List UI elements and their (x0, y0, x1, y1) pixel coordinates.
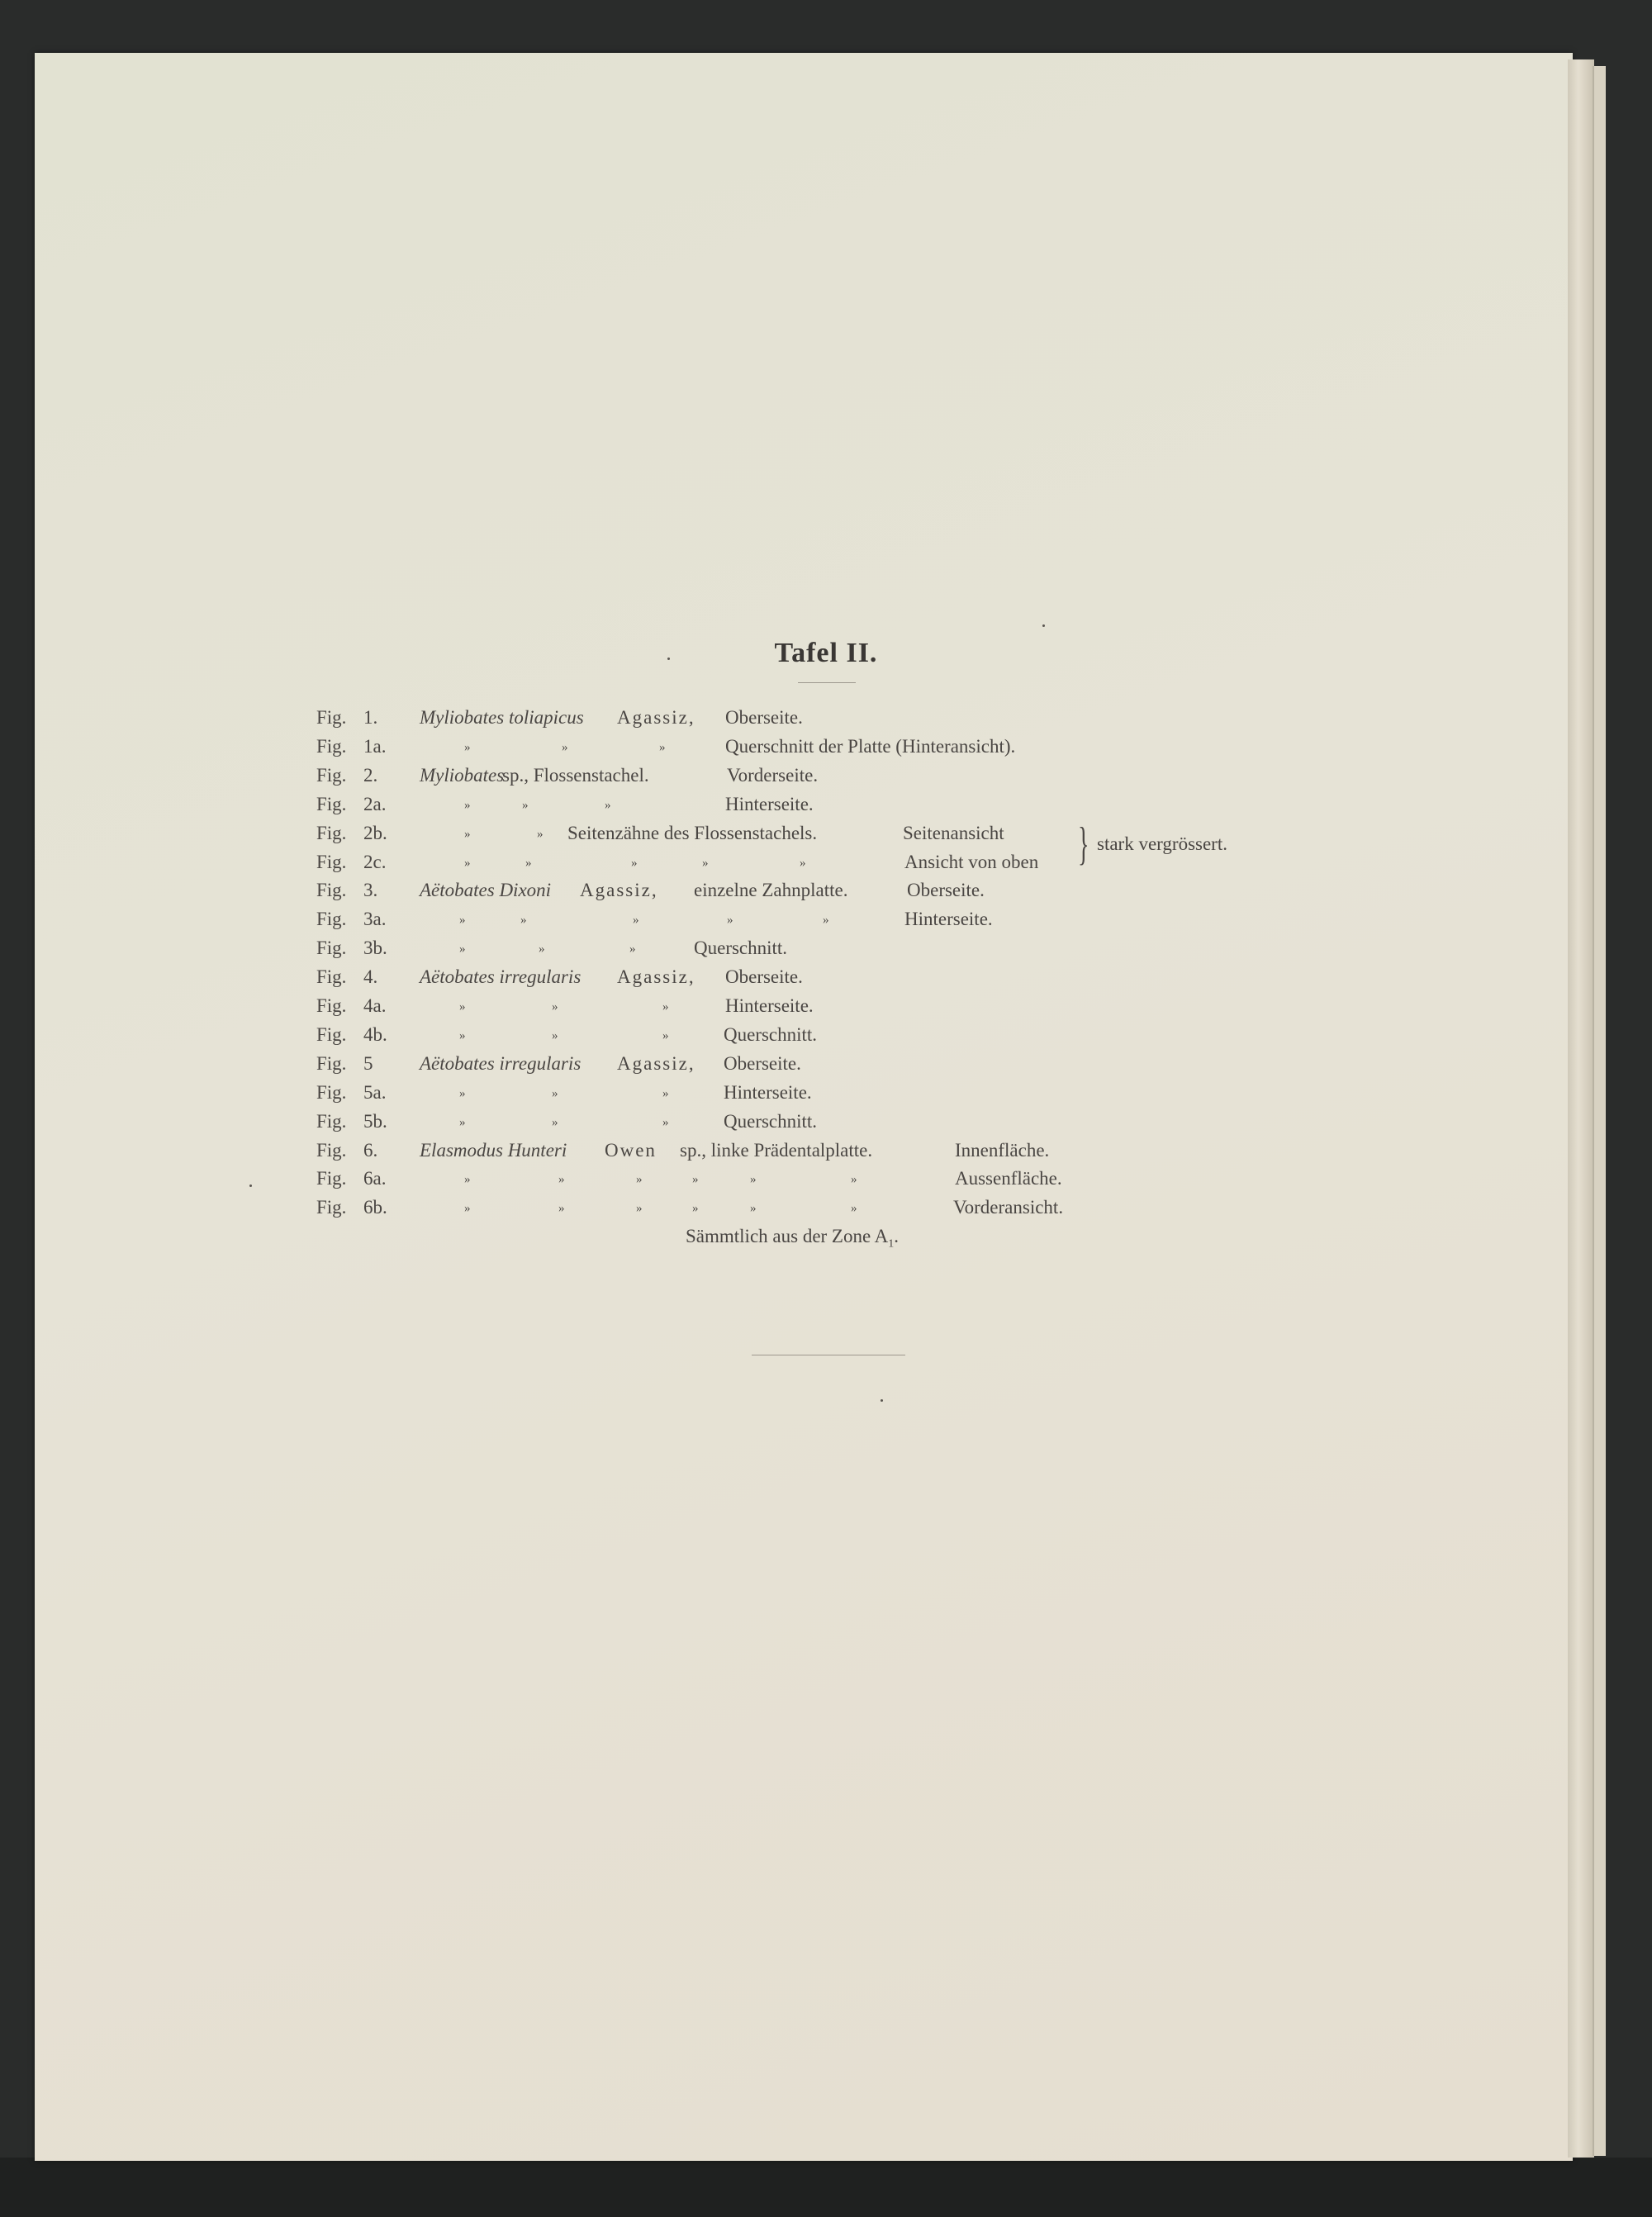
ditto-mark: » (552, 1086, 558, 1100)
footer-text: Sämmtlich aus der Zone A (686, 1226, 889, 1246)
description-text: Vorderseite. (727, 764, 819, 786)
figure-row (0, 794, 1652, 822)
fig-label: Fig. (316, 1197, 347, 1218)
ditto-mark: » (851, 1173, 857, 1187)
ditto-mark: » (464, 1173, 471, 1187)
description-text: sp., linke Prädentalplatte. (680, 1139, 873, 1161)
species-name: Elasmodus Hunteri (420, 1139, 567, 1161)
fig-number: 4b. (363, 1023, 387, 1045)
fig-label: Fig. (316, 851, 347, 872)
figure-row (0, 938, 1652, 966)
speck (249, 1184, 252, 1187)
plate-title: Tafel II. (774, 638, 878, 668)
ditto-mark: » (520, 914, 527, 928)
description-text: Agassiz, (617, 966, 695, 988)
figure-row (0, 966, 1652, 995)
fig-label: Fig. (316, 707, 347, 728)
ditto-mark: » (552, 1028, 558, 1042)
fig-label: Fig. (316, 938, 347, 959)
figure-row (0, 852, 1652, 880)
figure-row (0, 823, 1652, 851)
description-text: Agassiz, (580, 880, 658, 901)
fig-number: 2. (363, 764, 378, 786)
background (0, 2158, 1652, 2217)
ditto-mark: » (662, 1028, 669, 1042)
ditto-mark: » (823, 914, 829, 928)
fig-label: Fig. (316, 764, 347, 786)
fig-label: Fig. (316, 1110, 347, 1132)
fig-number: 2a. (363, 793, 387, 814)
fig-number: 4a. (363, 995, 387, 1016)
fig-label: Fig. (316, 1052, 347, 1074)
figure-row (0, 1053, 1652, 1081)
fig-label: Fig. (316, 995, 347, 1016)
description-text: Querschnitt. (724, 1110, 818, 1132)
description-text: Hinterseite. (725, 793, 814, 814)
figure-row (0, 1140, 1652, 1168)
ditto-mark: » (459, 1086, 466, 1100)
fig-number: 4. (363, 966, 378, 988)
description-text: Oberseite. (725, 966, 803, 988)
ditto-mark: » (702, 856, 709, 870)
fig-label: Fig. (316, 1168, 347, 1189)
description-text: Querschnitt. (694, 938, 788, 959)
speck (881, 1399, 883, 1402)
ditto-mark: » (459, 914, 466, 928)
ditto-mark: » (459, 1115, 466, 1129)
ditto-mark: » (659, 740, 666, 754)
ditto-mark: » (633, 914, 639, 928)
species-name: Aëtobates Dixoni (420, 880, 552, 901)
species-name: Aëtobates irregularis (420, 1052, 582, 1074)
ditto-mark: » (525, 856, 532, 870)
figure-row (0, 1197, 1652, 1225)
description-text: Hinterseite. (904, 909, 993, 930)
species-name: Myliobates (420, 764, 505, 786)
description-text: Agassiz, (617, 1052, 695, 1074)
brace-icon: } (1078, 819, 1089, 870)
description-text: sp., Flossenstachel. (502, 764, 649, 786)
ditto-mark: » (464, 856, 471, 870)
description-text: Agassiz, (617, 707, 695, 728)
speck (667, 658, 670, 660)
ditto-mark: » (636, 1202, 643, 1216)
description-text: Hinterseite. (724, 1081, 812, 1103)
ditto-mark: » (800, 856, 806, 870)
figure-row (0, 995, 1652, 1023)
fig-number: 3a. (363, 909, 387, 930)
fig-label: Fig. (316, 793, 347, 814)
fig-label: Fig. (316, 1023, 347, 1045)
ditto-mark: » (522, 798, 529, 812)
fig-number: 6b. (363, 1197, 387, 1218)
brace-label: stark vergrössert. (1097, 833, 1227, 854)
species-name: Myliobates toliapicus (420, 707, 584, 728)
description-text: Aussenfläche. (955, 1168, 1062, 1189)
figure-row (0, 765, 1652, 793)
fig-number: 2c. (363, 851, 387, 872)
ditto-mark: » (552, 1115, 558, 1129)
ditto-mark: » (459, 1000, 466, 1014)
fig-label: Fig. (316, 735, 347, 757)
ditto-mark: » (539, 942, 545, 957)
figure-row (0, 909, 1652, 937)
fig-number: 3. (363, 880, 378, 901)
fig-number: 1a. (363, 735, 387, 757)
ditto-mark: » (636, 1173, 643, 1187)
ditto-mark: » (692, 1173, 699, 1187)
description-text: Oberseite. (724, 1052, 801, 1074)
fig-number: 5 (363, 1052, 373, 1074)
ditto-mark: » (605, 798, 611, 812)
fig-number: 5b. (363, 1110, 387, 1132)
figure-row (0, 707, 1652, 735)
description-text: Ansicht von oben (904, 851, 1039, 872)
description-text: einzelne Zahnplatte. (694, 880, 848, 901)
ditto-mark: » (662, 1000, 669, 1014)
figure-row (0, 736, 1652, 764)
fig-label: Fig. (316, 1139, 347, 1161)
ditto-mark: » (851, 1202, 857, 1216)
fig-number: 5a. (363, 1081, 387, 1103)
ditto-mark: » (692, 1202, 699, 1216)
description-text: Hinterseite. (725, 995, 814, 1016)
fig-number: 2b. (363, 822, 387, 843)
ditto-mark: » (750, 1202, 757, 1216)
figure-row (0, 1168, 1652, 1196)
figure-row (0, 1111, 1652, 1139)
title-rule (798, 682, 856, 683)
ditto-mark: » (459, 1028, 466, 1042)
fig-label: Fig. (316, 966, 347, 988)
fig-label: Fig. (316, 880, 347, 901)
description-text: Querschnitt. (724, 1023, 818, 1045)
speck (1042, 624, 1045, 627)
figure-row (0, 1024, 1652, 1052)
description-text: Oberseite. (907, 880, 985, 901)
fig-number: 6a. (363, 1168, 387, 1189)
ditto-mark: » (558, 1173, 565, 1187)
ditto-mark: » (464, 740, 471, 754)
description-text: Innenfläche. (955, 1139, 1050, 1161)
footer-sub: 1 (888, 1237, 895, 1251)
footer-end: . (894, 1226, 900, 1246)
ditto-mark: » (727, 914, 733, 928)
description-text: Seitenzähne des Flossenstachels. (567, 822, 818, 843)
fig-number: 1. (363, 707, 378, 728)
figure-row (0, 880, 1652, 908)
species-name: Aëtobates irregularis (420, 966, 582, 988)
ditto-mark: » (631, 856, 638, 870)
description-text: Oberseite. (725, 707, 803, 728)
ditto-mark: » (662, 1086, 669, 1100)
ditto-mark: » (629, 942, 636, 957)
fig-label: Fig. (316, 909, 347, 930)
description-text: Owen (605, 1139, 657, 1161)
description-text: Seitenansicht (903, 822, 1004, 843)
ditto-mark: » (459, 942, 466, 957)
ditto-mark: » (537, 827, 544, 841)
figure-row (0, 1082, 1652, 1110)
fig-label: Fig. (316, 822, 347, 843)
ditto-mark: » (662, 1115, 669, 1129)
fig-number: 6. (363, 1139, 378, 1161)
ditto-mark: » (552, 1000, 558, 1014)
ditto-mark: » (562, 740, 568, 754)
description-text: Vorderansicht. (953, 1197, 1064, 1218)
ditto-mark: » (464, 1202, 471, 1216)
fig-label: Fig. (316, 1081, 347, 1103)
fig-number: 3b. (363, 938, 387, 959)
ditto-mark: » (464, 798, 471, 812)
ditto-mark: » (750, 1173, 757, 1187)
ditto-mark: » (558, 1202, 565, 1216)
ditto-mark: » (464, 827, 471, 841)
description-text: Querschnitt der Platte (Hinteransicht). (725, 735, 1016, 757)
